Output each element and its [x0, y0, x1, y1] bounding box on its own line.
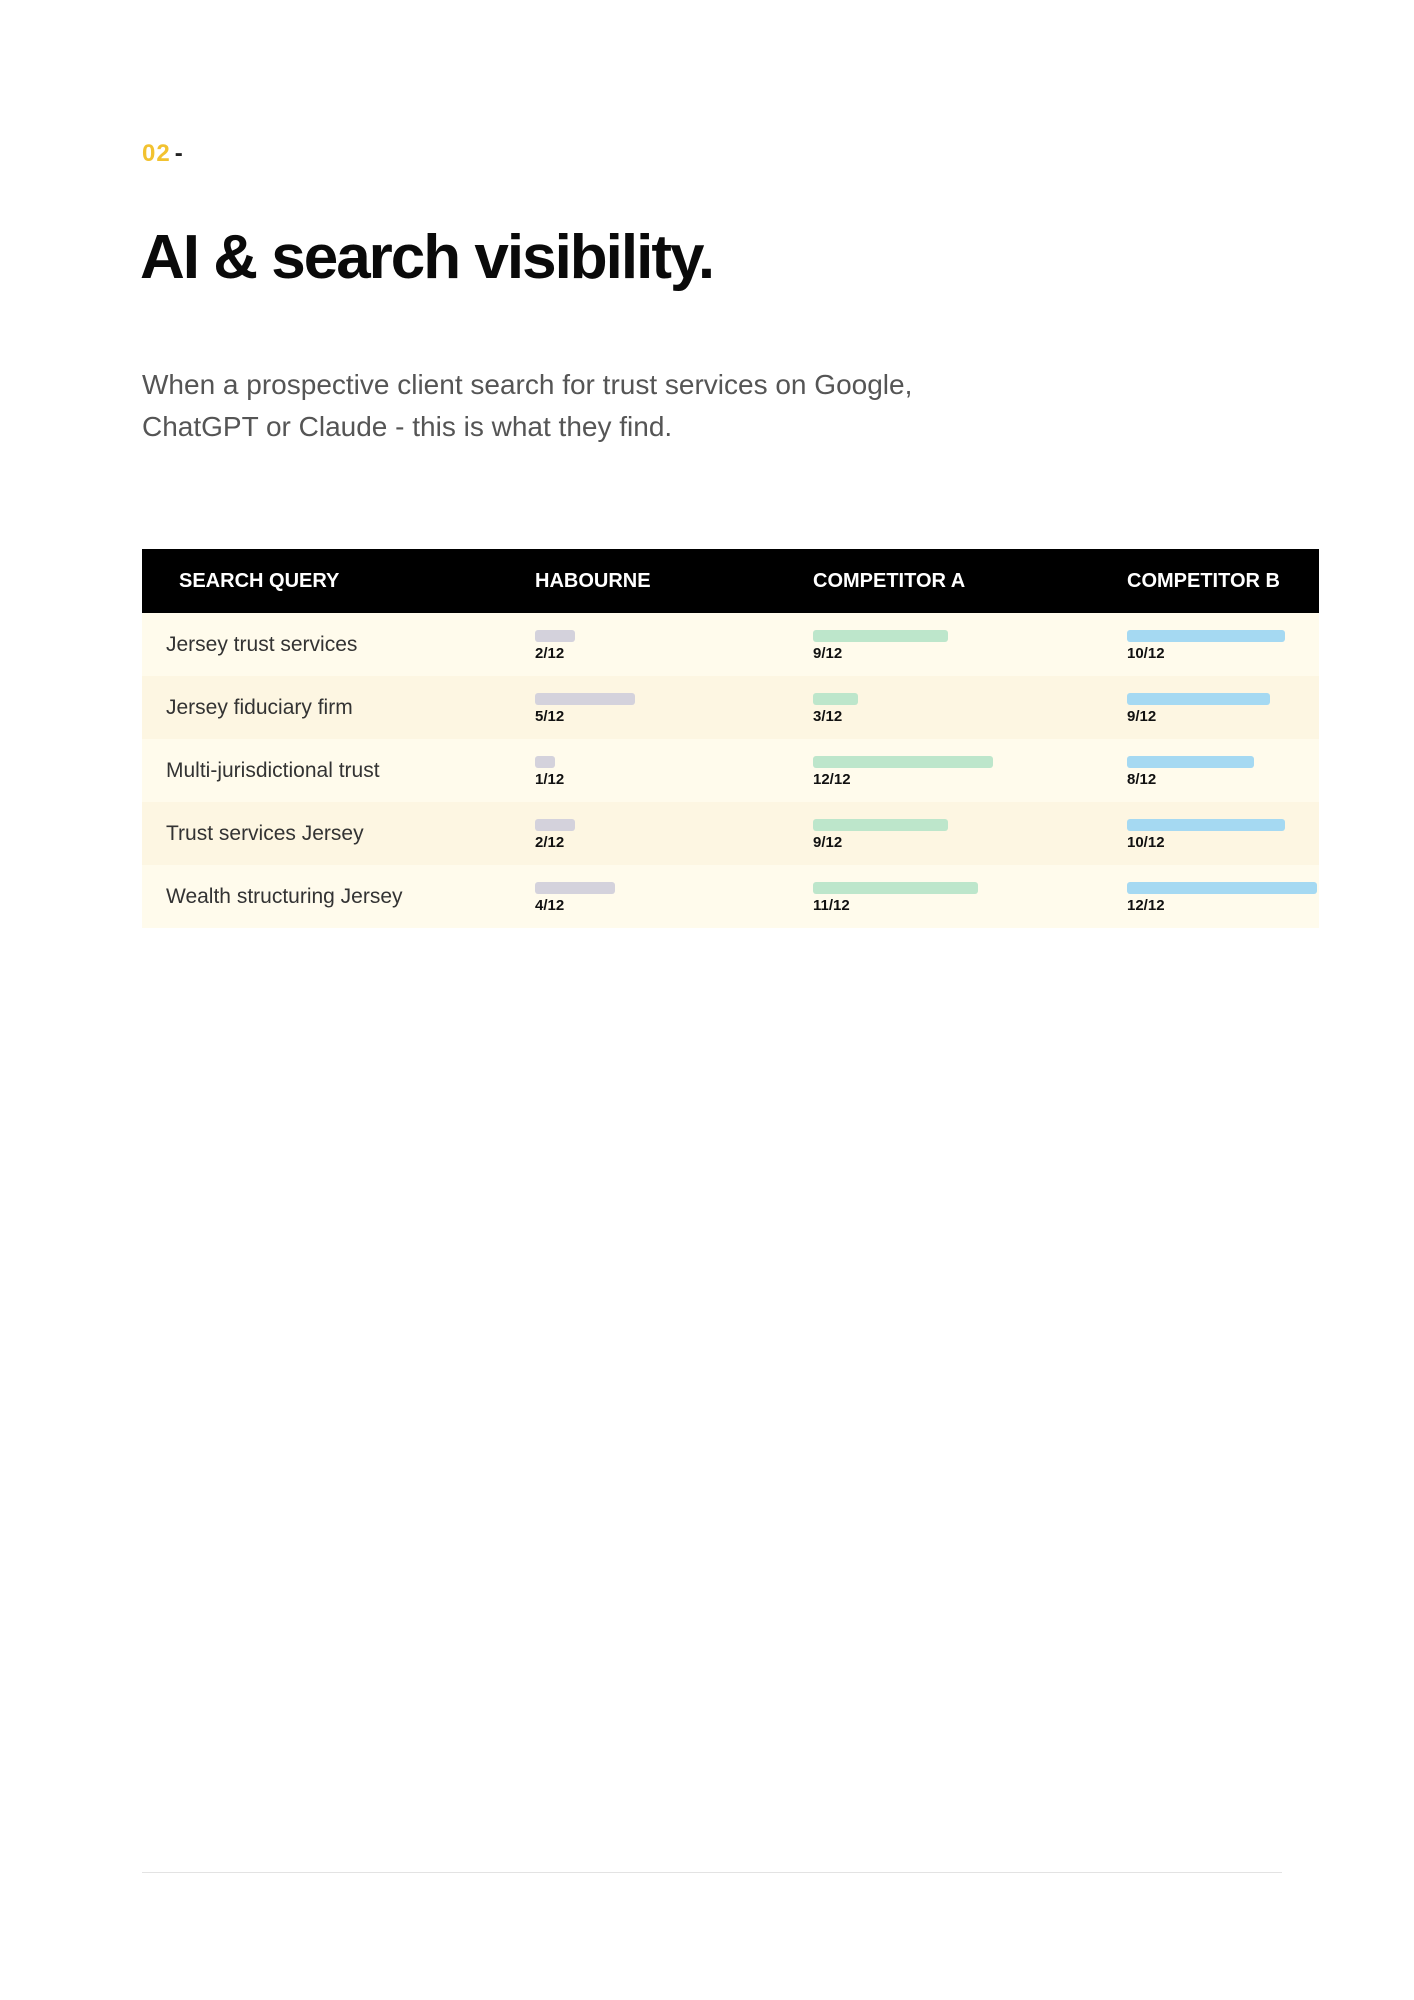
competitor-b-score [1127, 628, 1319, 662]
habourne-score-label: 2/12 [535, 833, 565, 851]
competitor-b-score [1127, 817, 1319, 851]
header-competitor-b: COMPETITOR B [1127, 569, 1280, 592]
habourne-score [535, 691, 813, 725]
query-cell: Jersey trust services [166, 632, 358, 656]
query-cell: Multi-jurisdictional trust [166, 758, 380, 782]
competitor-a-score-bar [813, 693, 858, 705]
table-header-row [142, 549, 1319, 613]
competitor-a-score [813, 880, 1127, 914]
competitor-a-score-bar [813, 630, 948, 642]
habourne-score-cell [535, 802, 813, 865]
habourne-score [535, 628, 813, 662]
table-row [142, 802, 1319, 865]
competitor-a-score-bar [813, 819, 948, 831]
competitor-b-score-label: 12/12 [1127, 896, 1165, 914]
habourne-score-label: 1/12 [535, 770, 565, 788]
competitor-b-score-cell [1127, 739, 1319, 802]
habourne-score-cell [535, 676, 813, 739]
header-search-query: SEARCH QUERY [179, 569, 340, 592]
habourne-score-label: 2/12 [535, 644, 565, 662]
header-habourne: HABOURNE [535, 569, 651, 592]
competitor-a-score-bar [813, 882, 978, 894]
query-cell: Jersey fiduciary firm [166, 695, 353, 719]
competitor-a-score-cell [813, 865, 1127, 928]
table-row [142, 739, 1319, 802]
competitor-b-score-cell [1127, 613, 1319, 676]
footer-divider [142, 1872, 1282, 1873]
table-row [142, 613, 1319, 676]
habourne-score-cell [535, 739, 813, 802]
habourne-score-label: 4/12 [535, 896, 565, 914]
competitor-a-score [813, 691, 1127, 725]
query-cell: Trust services Jersey [166, 821, 364, 845]
competitor-b-score [1127, 691, 1319, 725]
habourne-score-bar [535, 630, 575, 642]
competitor-b-score-cell [1127, 802, 1319, 865]
habourne-score-bar [535, 756, 555, 768]
table-body [142, 613, 1319, 928]
competitor-b-score-label: 10/12 [1127, 644, 1165, 662]
section-number: 02 [142, 140, 171, 167]
competitor-a-score-label: 3/12 [813, 707, 843, 725]
competitor-a-score [813, 628, 1127, 662]
habourne-score-label: 5/12 [535, 707, 565, 725]
habourne-score [535, 754, 813, 788]
competitor-b-score-cell [1127, 865, 1319, 928]
table-row [142, 676, 1319, 739]
section-marker [142, 140, 184, 168]
habourne-score [535, 817, 813, 851]
header-competitor-a: COMPETITOR A [813, 569, 966, 592]
competitor-a-score-cell [813, 676, 1127, 739]
competitor-a-score [813, 754, 1127, 788]
competitor-a-score-bar [813, 756, 993, 768]
habourne-score-cell [535, 865, 813, 928]
query-cell: Wealth structuring Jersey [166, 884, 403, 908]
competitor-b-score-cell [1127, 676, 1319, 739]
competitor-a-score-label: 12/12 [813, 770, 851, 788]
table-row [142, 865, 1319, 928]
competitor-a-score-label: 11/12 [813, 896, 850, 914]
competitor-b-score-bar [1127, 630, 1285, 642]
competitor-b-score [1127, 880, 1319, 914]
habourne-score [535, 880, 813, 914]
competitor-b-score [1127, 754, 1319, 788]
intro-text: When a prospective client search for trust services on Google, ChatGPT or Claude - this is what they find. [142, 369, 913, 442]
competitor-a-score-label: 9/12 [813, 644, 843, 662]
competitor-a-score-cell [813, 739, 1127, 802]
habourne-score-bar [535, 819, 575, 831]
habourne-score-bar [535, 882, 615, 894]
competitor-a-score [813, 817, 1127, 851]
section-dash: - [174, 140, 184, 167]
competitor-a-score-cell [813, 613, 1127, 676]
competitor-b-score-bar [1127, 756, 1254, 768]
competitor-b-score-bar [1127, 819, 1285, 831]
competitor-a-score-label: 9/12 [813, 833, 843, 851]
habourne-score-cell [535, 613, 813, 676]
competitor-b-score-label: 9/12 [1127, 707, 1157, 725]
habourne-score-bar [535, 693, 635, 705]
competitor-b-score-bar [1127, 693, 1270, 705]
competitor-b-score-label: 8/12 [1127, 770, 1157, 788]
competitor-a-score-cell [813, 802, 1127, 865]
competitor-b-score-label: 10/12 [1127, 833, 1165, 851]
competitor-b-score-bar [1127, 882, 1317, 894]
visibility-table [142, 549, 1319, 928]
page-title: AI & search visibility. [140, 223, 714, 292]
